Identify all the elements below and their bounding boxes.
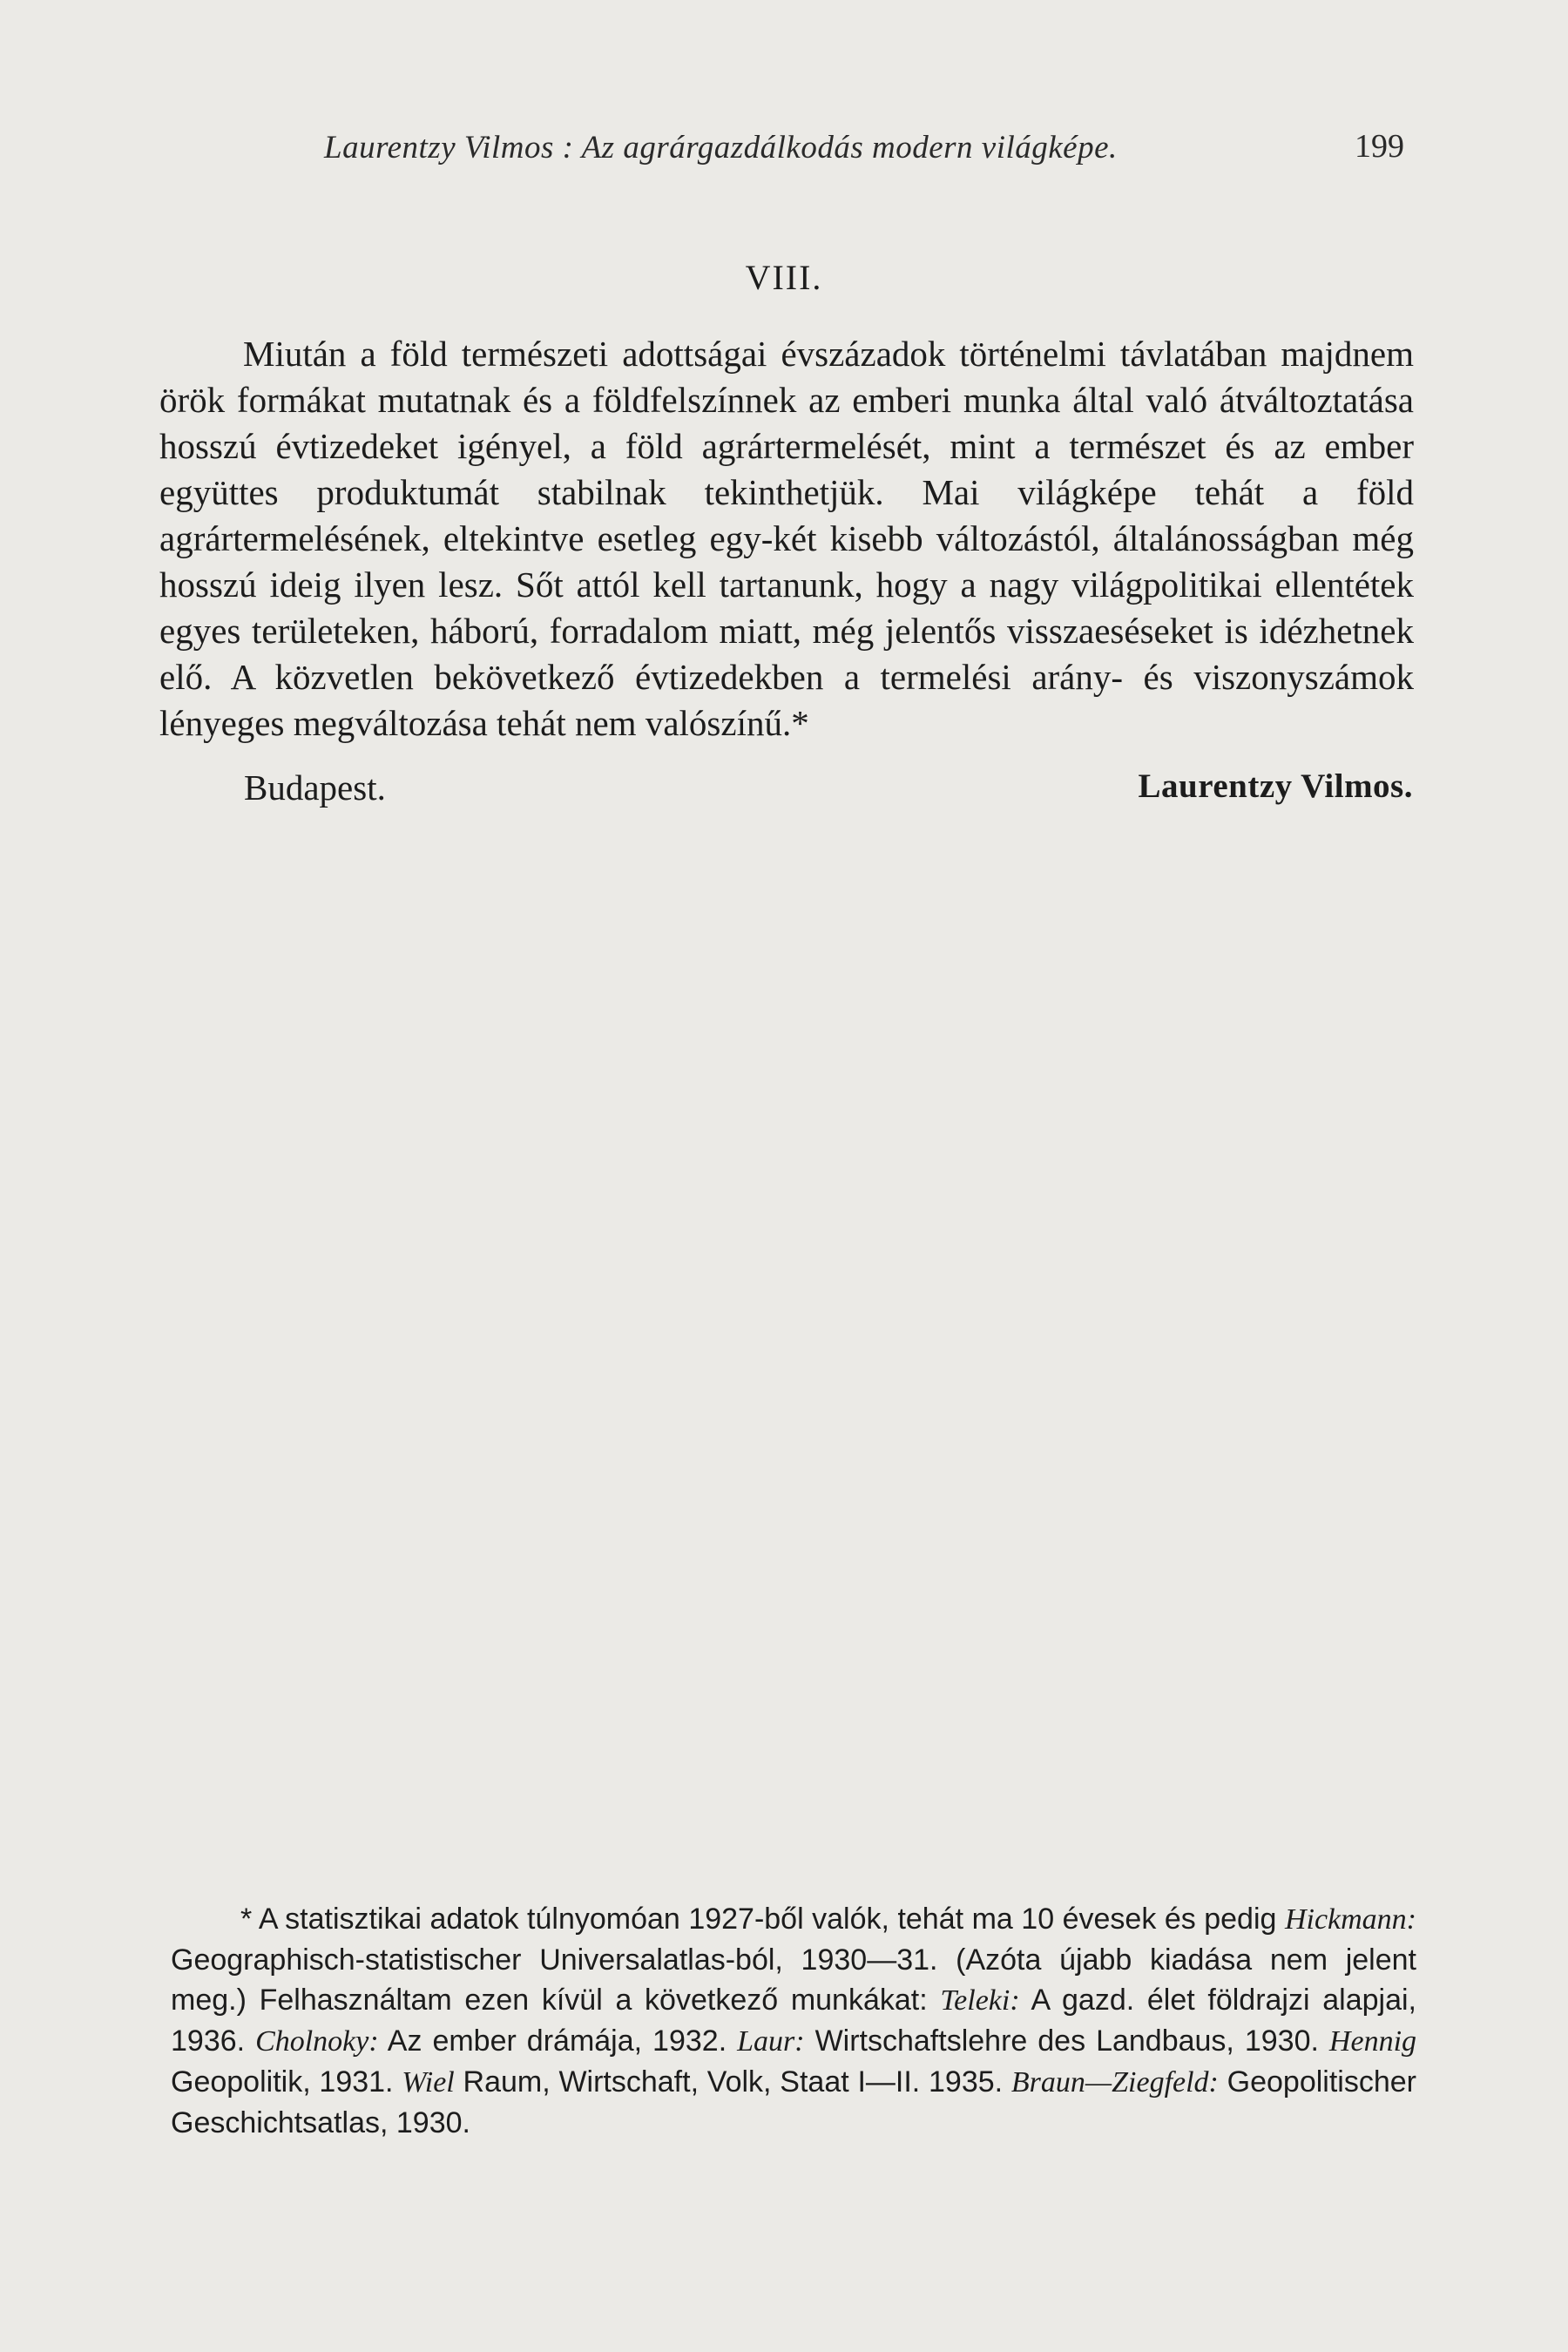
- footnote-ref-laur: Laur:: [737, 2025, 805, 2058]
- footnote-text-5: Wirtschaftslehre des Landbaus, 1930.: [804, 2024, 1329, 2058]
- footnote-text-7: Raum, Wirtschaft, Volk, Staat I—II. 1935.: [454, 2065, 1011, 2099]
- body-paragraph: Miután a föld természeti adottságai évszázadok történelmi távlatában majdnem örök formákat mutatnak és a földfelszínnek az emberi munka által való átváltoztatása hosszú évtizedeket igényel, a föld agrártermelését, mint a természet és az ember együttes produktumát stabilnak tekinthetjük. Mai világképe tehát a föld agrártermelésének, eltekintve esetleg egy-két kisebb változástól, általánosságban még hosszú ideig ilyen lesz. Sőt attól kell tartanunk, hogy a nagy világpolitikai ellentétek egyes területeken, háború, forradalom miatt, még jelentős visszaeséseket is idézhetnek elő. A közvetlen bekövetkező évtizedekben a termelési arány- és viszonyszámok lényeges megváltozása tehát nem valószínű.*: [159, 334, 1414, 743]
- footnote-text-4: Az ember drámája, 1932.: [378, 2024, 738, 2058]
- author-signature: Laurentzy Vilmos.: [1138, 767, 1413, 805]
- footnote-ref-cholnoky: Cholnoky:: [255, 2025, 379, 2058]
- footnote: [171, 1899, 1416, 2143]
- footnote-ref-hickmann: Hickmann:: [1284, 1903, 1416, 1936]
- footnote-ref-teleki: Teleki:: [940, 1984, 1020, 2017]
- section-heading: VIII.: [745, 258, 823, 297]
- footnote-text-8: Geopolitischer Geschichtsatlas, 1930.: [171, 2065, 1416, 2139]
- footnote-ref-braun-ziegfeld: Braun—Ziegfeld:: [1010, 2066, 1219, 2099]
- footnote-text-6: Geopolitik, 1931.: [171, 2065, 402, 2099]
- footnote-text-1: * A statisztikai adatok túlnyomóan 1927-ből valók, tehát ma 10 évesek és pedig: [240, 1903, 1285, 1936]
- page-number: 199: [1355, 128, 1404, 165]
- running-head: Laurentzy Vilmos : Az agrárgazdálkodás modern világképe.: [324, 130, 1118, 166]
- footnote-ref-hennig: Hennig: [1328, 2025, 1417, 2058]
- footnote-ref-wiel: Wiel: [402, 2066, 455, 2099]
- signature-place: Budapest.: [244, 767, 386, 808]
- footnote-text-3: A gazd. élet földrajzi alapjai, 1936.: [171, 1984, 1416, 2058]
- footnote-text-2: Geographisch-statistischer Universalatlas-ból, 1930—31. (Azóta újabb kiadása nem jelent meg.) Felhasználtam ezen kívül a következő munkákat:: [171, 1943, 1416, 2017]
